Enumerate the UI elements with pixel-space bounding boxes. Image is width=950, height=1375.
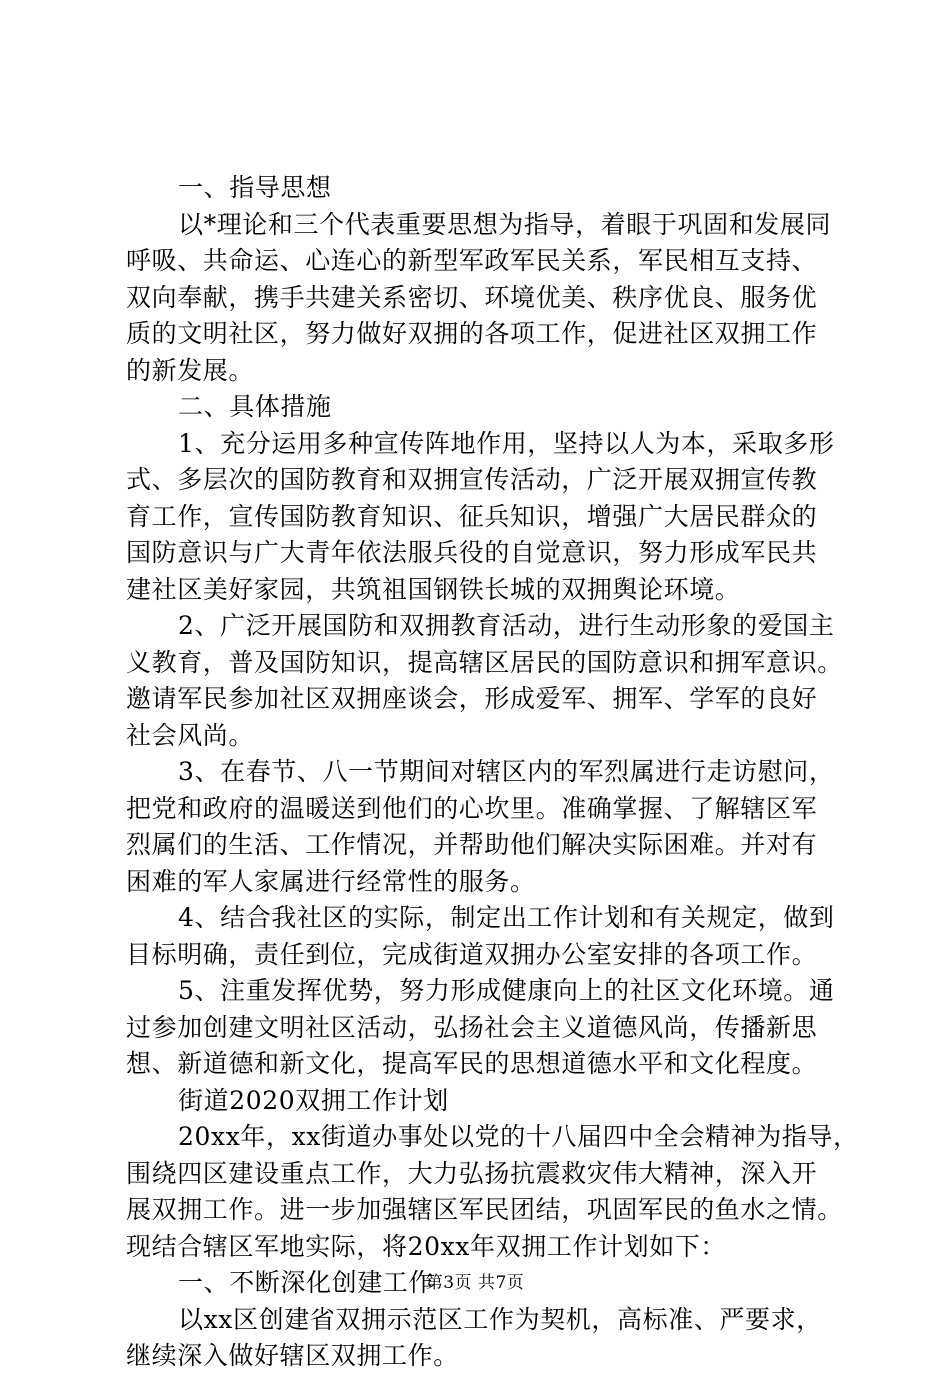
text-line: 社会风尚。 [126,720,255,750]
text-line: 1、充分运用多种宣传阵地作用，坚持以人为本，采取多形 [178,428,835,458]
text-line: 烈属们的生活、工作情况，并帮助他们解决实际困难。并对有 [126,830,818,859]
document-body [126,170,859,1375]
text-line: 想、新道德和新文化，提高军民的思想道德水平和文化程度。 [126,1049,818,1078]
text-line: 义教育，普及国防知识，提高辖区居民的国防意识和拥军意识。 [126,647,843,677]
text-line: 建社区美好家园，共筑祖国钢铁长城的双拥舆论环境。 [126,574,741,604]
text-line: 国防意识与广大青年依法服兵役的自觉意识，努力形成军民共 [126,538,818,567]
text-line: 继续深入做好辖区双拥工作。 [126,1341,459,1370]
text-line: 过参加创建文明社区活动，弘扬社会主义道德风尚，传播新思 [126,1012,818,1042]
text-line: 5、注重发挥优势，努力形成健康向上的社区文化环境。通 [178,976,835,1005]
text-line: 一、指导思想 [178,173,332,202]
text-line: 以*理论和三个代表重要思想为指导，着眼于巩固和发展同 [178,209,832,239]
text-line: 20xx年，xx街道办事处以党的十八届四中全会精神为指导， [178,1122,859,1151]
text-line: 育工作，宣传国防教育知识、征兵知识，增强广大居民群众的 [126,501,818,531]
text-line: 2、广泛开展国防和双拥教育活动，进行生动形象的爱国主 [178,611,835,640]
text-line: 一、不断深化创建工作 [178,1268,435,1297]
text-line: 二、具体措施 [178,392,332,421]
text-line: 以xx区创建省双拥示范区工作为契机，高标准、严要求， [178,1304,822,1334]
text-line: 双向奉献，携手共建关系密切、环境优美、秩序优良、服务优 [126,282,818,312]
text-line: 展双拥工作。进一步加强辖区军民团结，巩固军民的鱼水之情。 [126,1195,843,1224]
text-line: 质的文明社区，努力做好双拥的各项工作，促进社区双拥工作 [126,319,818,348]
text-line: 3、在春节、八一节期间对辖区内的军烈属进行走访慰问， [178,757,835,786]
page-footer: 第3页 共7页 [425,1273,525,1293]
text-line: 现结合辖区军地实际，将20xx年双拥工作计划如下： [126,1231,727,1261]
text-line: 街道2020双拥工作计划 [178,1085,449,1115]
text-line: 式、多层次的国防教育和双拥宣传活动，广泛开展双拥宣传教 [126,465,818,494]
text-line: 困难的军人家属进行经常性的服务。 [126,866,536,896]
text-line: 呼吸、共命运、心连心的新型军政军民关系，军民相互支持、 [126,246,818,275]
text-line: 邀请军民参加社区双拥座谈会，形成爱军、拥军、学军的良好 [126,684,818,713]
text-line: 围绕四区建设重点工作，大力弘扬抗震救灾伟大精神，深入开 [126,1158,818,1188]
text-line: 的新发展。 [126,355,255,385]
text-line: 4、结合我社区的实际，制定出工作计划和有关规定，做到 [178,903,835,932]
text-line: 把党和政府的温暖送到他们的心坎里。准确掌握、了解辖区军 [126,793,818,823]
text-line: 目标明确，责任到位，完成街道双拥办公室安排的各项工作。 [126,939,818,969]
